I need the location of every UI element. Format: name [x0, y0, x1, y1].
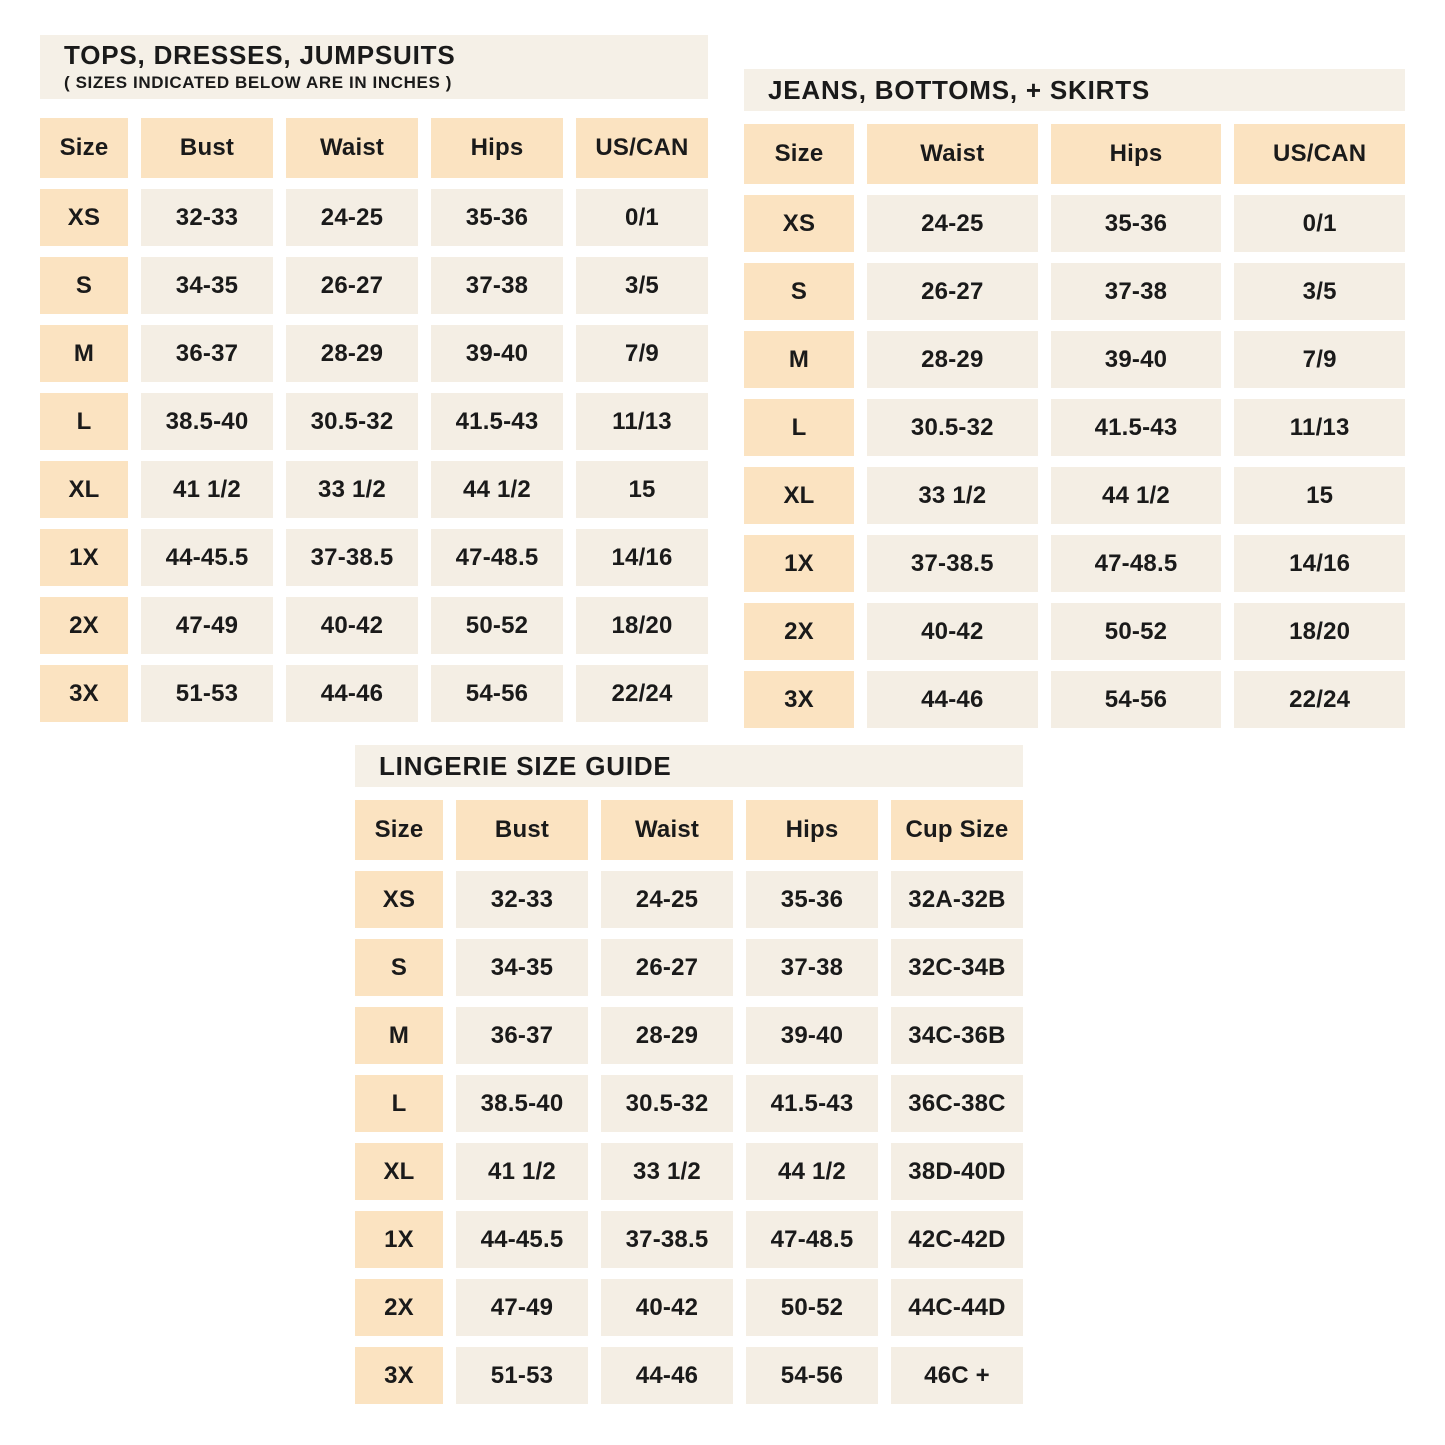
size-label-cell: 3X [744, 671, 854, 728]
column-header: Hips [1051, 124, 1222, 184]
size-value-cell: 26-27 [867, 263, 1038, 320]
size-label-cell: 2X [744, 603, 854, 660]
column-header: US/CAN [576, 118, 708, 178]
size-value-cell: 11/13 [576, 393, 708, 450]
size-value-cell: 33 1/2 [867, 467, 1038, 524]
size-value-cell: 30.5-32 [601, 1075, 733, 1132]
size-value-cell: 33 1/2 [601, 1143, 733, 1200]
size-label-cell: S [40, 257, 128, 314]
size-value-cell: 54-56 [746, 1347, 878, 1404]
size-value-cell: 28-29 [867, 331, 1038, 388]
size-value-cell: 51-53 [456, 1347, 588, 1404]
size-value-cell: 39-40 [746, 1007, 878, 1064]
size-value-cell: 47-49 [456, 1279, 588, 1336]
size-value-cell: 28-29 [286, 325, 418, 382]
size-value-cell: 18/20 [576, 597, 708, 654]
size-value-cell: 50-52 [746, 1279, 878, 1336]
size-value-cell: 50-52 [1051, 603, 1222, 660]
size-value-cell: 44 1/2 [746, 1143, 878, 1200]
size-value-cell: 41.5-43 [1051, 399, 1222, 456]
size-value-cell: 3/5 [576, 257, 708, 314]
size-label-cell: 2X [355, 1279, 443, 1336]
size-value-cell: 7/9 [576, 325, 708, 382]
size-label-cell: L [744, 399, 854, 456]
size-value-cell: 28-29 [601, 1007, 733, 1064]
size-value-cell: 44-45.5 [456, 1211, 588, 1268]
size-value-cell: 47-48.5 [431, 529, 563, 586]
size-value-cell: 15 [1234, 467, 1405, 524]
table-title-bar [355, 745, 1023, 787]
table-tops-dresses-jumpsuits [40, 35, 708, 722]
size-value-cell: 41.5-43 [431, 393, 563, 450]
size-value-cell: 44-46 [601, 1347, 733, 1404]
size-value-cell: 37-38.5 [286, 529, 418, 586]
size-value-cell: 0/1 [1234, 195, 1405, 252]
size-value-cell: 32-33 [456, 871, 588, 928]
size-value-cell: 50-52 [431, 597, 563, 654]
size-value-cell: 26-27 [601, 939, 733, 996]
column-header: Size [355, 800, 443, 860]
table-title: LINGERIE SIZE GUIDE [379, 750, 672, 781]
column-header: Hips [746, 800, 878, 860]
size-label-cell: M [744, 331, 854, 388]
size-label-cell: 3X [355, 1347, 443, 1404]
size-value-cell: 35-36 [431, 189, 563, 246]
size-value-cell: 41 1/2 [141, 461, 273, 518]
table-title: TOPS, DRESSES, JUMPSUITS [64, 40, 456, 71]
size-value-cell: 40-42 [601, 1279, 733, 1336]
size-value-cell: 39-40 [431, 325, 563, 382]
size-value-cell: 47-49 [141, 597, 273, 654]
size-value-cell: 26-27 [286, 257, 418, 314]
column-header: Waist [601, 800, 733, 860]
size-value-cell: 32-33 [141, 189, 273, 246]
size-value-cell: 22/24 [1234, 671, 1405, 728]
column-header: Waist [286, 118, 418, 178]
size-value-cell: 24-25 [286, 189, 418, 246]
size-value-cell: 15 [576, 461, 708, 518]
size-label-cell: XS [40, 189, 128, 246]
size-value-cell: 40-42 [867, 603, 1038, 660]
size-value-cell: 33 1/2 [286, 461, 418, 518]
size-value-cell: 39-40 [1051, 331, 1222, 388]
size-value-cell: 46C + [891, 1347, 1023, 1404]
column-header: Bust [456, 800, 588, 860]
size-value-cell: 37-38.5 [601, 1211, 733, 1268]
size-value-cell: 38.5-40 [141, 393, 273, 450]
table-jeans-bottoms-skirts [744, 69, 1405, 728]
size-grid [355, 800, 1023, 1404]
size-value-cell: 44-46 [867, 671, 1038, 728]
size-value-cell: 41.5-43 [746, 1075, 878, 1132]
size-value-cell: 38.5-40 [456, 1075, 588, 1132]
table-lingerie-size-guide [355, 745, 1023, 1404]
size-value-cell: 44 1/2 [431, 461, 563, 518]
size-label-cell: M [40, 325, 128, 382]
size-label-cell: XL [40, 461, 128, 518]
size-value-cell: 47-48.5 [1051, 535, 1222, 592]
size-value-cell: 44-46 [286, 665, 418, 722]
size-value-cell: 34-35 [141, 257, 273, 314]
column-header: Bust [141, 118, 273, 178]
size-label-cell: XS [744, 195, 854, 252]
size-value-cell: 30.5-32 [867, 399, 1038, 456]
size-value-cell: 24-25 [601, 871, 733, 928]
size-value-cell: 14/16 [576, 529, 708, 586]
size-value-cell: 35-36 [1051, 195, 1222, 252]
size-label-cell: S [355, 939, 443, 996]
size-label-cell: 3X [40, 665, 128, 722]
size-value-cell: 37-38 [1051, 263, 1222, 320]
size-label-cell: 2X [40, 597, 128, 654]
column-header: Cup Size [891, 800, 1023, 860]
size-label-cell: XS [355, 871, 443, 928]
column-header: Waist [867, 124, 1038, 184]
size-grid [40, 118, 708, 722]
size-value-cell: 11/13 [1234, 399, 1405, 456]
size-value-cell: 22/24 [576, 665, 708, 722]
size-value-cell: 36-37 [141, 325, 273, 382]
size-value-cell: 37-38.5 [867, 535, 1038, 592]
column-header: Size [744, 124, 854, 184]
size-label-cell: XL [355, 1143, 443, 1200]
size-value-cell: 37-38 [746, 939, 878, 996]
size-value-cell: 41 1/2 [456, 1143, 588, 1200]
size-value-cell: 36-37 [456, 1007, 588, 1064]
size-label-cell: XL [744, 467, 854, 524]
table-subtitle: ( SIZES INDICATED BELOW ARE IN INCHES ) [64, 72, 452, 92]
size-value-cell: 38D-40D [891, 1143, 1023, 1200]
column-header: Hips [431, 118, 563, 178]
size-label-cell: L [355, 1075, 443, 1132]
size-value-cell: 44-45.5 [141, 529, 273, 586]
size-value-cell: 7/9 [1234, 331, 1405, 388]
size-value-cell: 32A-32B [891, 871, 1023, 928]
size-value-cell: 47-48.5 [746, 1211, 878, 1268]
size-value-cell: 3/5 [1234, 263, 1405, 320]
size-label-cell: L [40, 393, 128, 450]
size-value-cell: 34-35 [456, 939, 588, 996]
size-value-cell: 34C-36B [891, 1007, 1023, 1064]
size-value-cell: 14/16 [1234, 535, 1405, 592]
size-value-cell: 37-38 [431, 257, 563, 314]
table-title-bar [40, 35, 708, 99]
size-value-cell: 54-56 [431, 665, 563, 722]
size-value-cell: 40-42 [286, 597, 418, 654]
size-value-cell: 30.5-32 [286, 393, 418, 450]
size-value-cell: 36C-38C [891, 1075, 1023, 1132]
size-value-cell: 44 1/2 [1051, 467, 1222, 524]
size-value-cell: 35-36 [746, 871, 878, 928]
size-label-cell: M [355, 1007, 443, 1064]
size-label-cell: 1X [40, 529, 128, 586]
size-grid [744, 124, 1405, 728]
size-value-cell: 44C-44D [891, 1279, 1023, 1336]
size-value-cell: 51-53 [141, 665, 273, 722]
column-header: Size [40, 118, 128, 178]
table-title-bar [744, 69, 1405, 111]
size-value-cell: 0/1 [576, 189, 708, 246]
size-value-cell: 18/20 [1234, 603, 1405, 660]
size-label-cell: S [744, 263, 854, 320]
size-value-cell: 54-56 [1051, 671, 1222, 728]
size-value-cell: 24-25 [867, 195, 1038, 252]
size-label-cell: 1X [744, 535, 854, 592]
table-title: JEANS, BOTTOMS, + SKIRTS [768, 74, 1151, 105]
size-label-cell: 1X [355, 1211, 443, 1268]
column-header: US/CAN [1234, 124, 1405, 184]
size-value-cell: 32C-34B [891, 939, 1023, 996]
size-value-cell: 42C-42D [891, 1211, 1023, 1268]
